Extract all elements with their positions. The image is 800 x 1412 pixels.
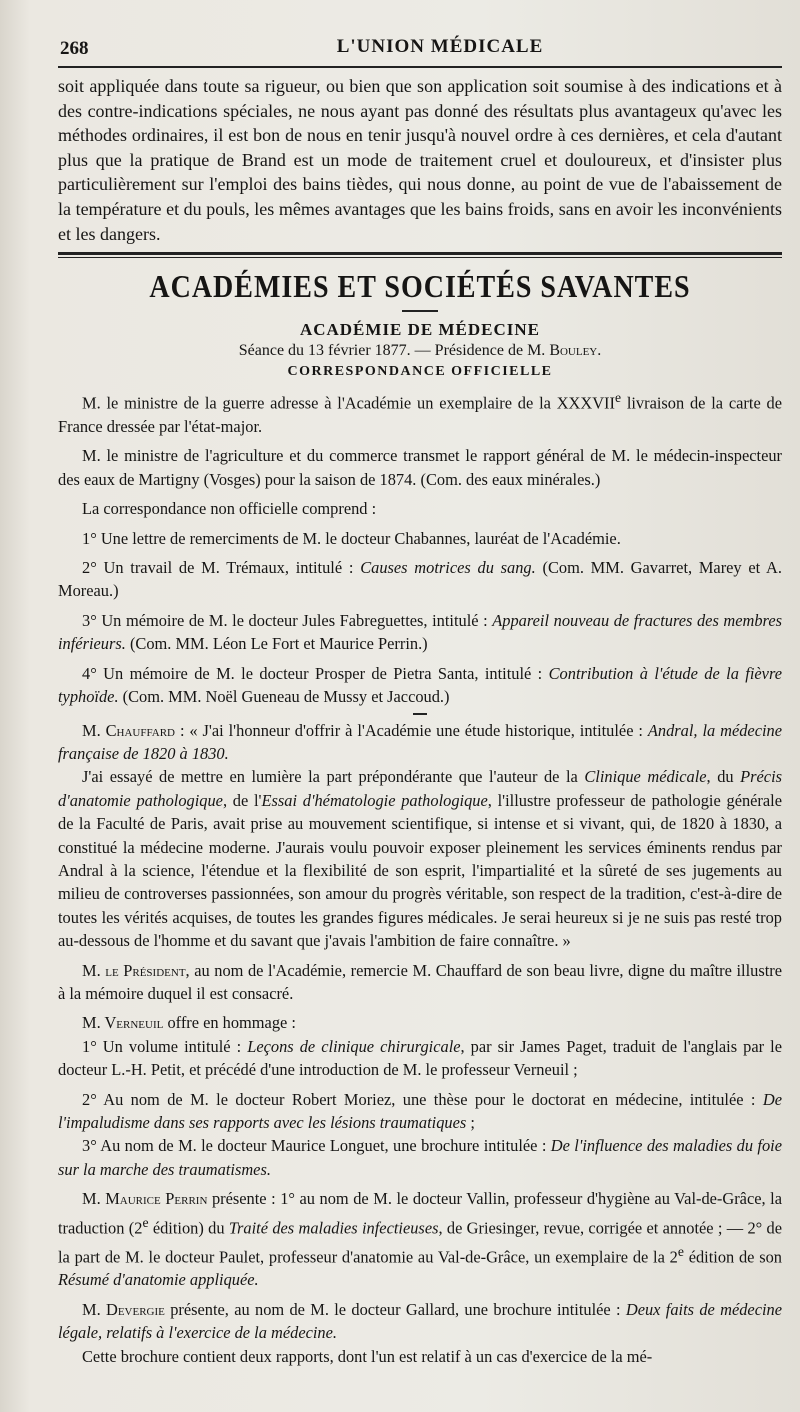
speaker-name: M. Chauffard — [82, 720, 176, 740]
book-title: Précis d'anatomie pathologique — [58, 767, 782, 810]
president-text: , au nom de l'Académie, remercie M. Chauffard de son beau livre, digne du maître illustre à la mémoire duquel il est consacré. — [58, 960, 783, 1003]
verneuil-text: offre en hommage : — [163, 1013, 296, 1033]
seance-line — [58, 342, 782, 360]
list-item — [58, 1088, 782, 1135]
section-title: ACADÉMIES ET SOCIÉTÉS SAVANTES — [149, 269, 691, 306]
item-text-end: (Com. MM. Léon Le Fort et Maurice Perrin.) — [125, 634, 428, 654]
official-p1-text-end: livraison de la carte de France dressée par l'état-major. — [58, 393, 782, 437]
title-rule — [402, 310, 438, 312]
perrin-text: édition de son — [683, 1246, 782, 1266]
item-text: 3° Au nom de M. le docteur Maurice Longuet, une brochure intitulée : — [82, 1136, 551, 1156]
verneuil-intro — [58, 1011, 782, 1034]
perrin-text: , de Griesinger, revue, corrigée et annotée ; — 2° de la part de M. le docteur Paulet, professeur d'anatomie au Val-de-Grâce, un exemplaire de la 2 — [58, 1218, 782, 1266]
book-title: Essai d'hématologie pathologique — [261, 790, 488, 810]
item-text-end: (Com. MM. Noël Gueneau de Mussy et Jaccoud.) — [118, 687, 450, 707]
official-paragraph-3: La correspondance non officielle comprend : — [82, 499, 377, 519]
chauffard-body — [58, 765, 782, 952]
item-text: 4° Un mémoire de M. le docteur Prosper de Pietra Santa, intitulé : — [82, 663, 549, 683]
devergie-last-line: Cette brochure contient deux rapports, dont l'un est relatif à un cas d'exercice de la mé- — [82, 1346, 653, 1366]
separator-dash — [413, 713, 427, 715]
item-text: 1° Un volume intitulé : — [82, 1036, 248, 1056]
lead-paragraph: soit appliquée dans toute sa rigueur, ou bien que son application soit soumise à des indications et à des contre-indications spéciales, ne nous ayant pas donné des résultats plus avantageux qu'avec les méthodes ordinaires, il est bon de nous en tenir jusqu'à nouvel ordre à ces dernières, et cela d'autant plus que la pratique de Brand est un mode de traitement cruel et douloureux, et d'insister plus particulièrement sur l'emploi des bains tièdes, qui nous donne, au point de vue de l'abaissement de la température et du pouls, les mêmes avantages que les bains froids, sans en avoir les inconvénients et les dangers. — [58, 76, 782, 244]
perrin-paragraph — [58, 1187, 782, 1292]
page-header — [58, 30, 782, 62]
chauffard-body-text: , de l' — [222, 790, 262, 810]
list-item — [58, 1035, 782, 1082]
running-title: L'UNION MÉDICALE — [336, 36, 544, 57]
official-p1-text: M. le ministre de la guerre adresse à l'Académie un exemplaire de la XXXVII — [82, 393, 615, 413]
item-text: 2° Un travail de M. Trémaux, intitulé : — [82, 558, 361, 578]
book-title: Résumé d'anatomie appliquée. — [58, 1270, 259, 1290]
speaker-name: M. le Président — [82, 960, 186, 980]
list-item: 1° Une lettre de remerciments de M. le docteur Chabannes, lauréat de l'Académie. — [82, 528, 621, 548]
book-title: Deux faits de médecine légale, relatifs à l'exercice de la médecine. — [58, 1299, 782, 1343]
item-text-end: ; — [466, 1113, 475, 1132]
speaker-name: M. Maurice Perrin — [82, 1189, 208, 1209]
chauffard-body-text: , l'illustre professeur de pathologie générale de la Faculté de Paris, avait prise au mouvement scientifique, si intense et si vivant, qui, de 1820 à 1830, a constitué la médecine moderne. J'aurais voulu pouvoir exposer pleinement les services éminents rendus par Andral à la science, l'étendue et la flexibilité de son esprit, l'impartialité et la sûreté de ses jugements au milieu de controverses passionnées, son amour du progrès véritable, son respect de la tradition, c'est-à-dire de toutes les vérités acquises, de toutes les grandes figures médicales. Je serai heureux si je ne suis pas resté trop au-dessous de l'homme et du savant que j'avais l'ambition de faire connaître. » — [58, 790, 782, 951]
chauffard-intro — [58, 719, 782, 766]
official-paragraph-1 — [58, 386, 782, 438]
chauffard-intro-text: : « J'ai l'honneur d'offrir à l'Académie une étude historique, intitulée : — [175, 720, 648, 740]
chauffard-body-text: J'ai essayé de mettre en lumière la part prépondérante que l'auteur de la — [82, 767, 585, 787]
item-text-end: , par sir James Paget, traduit de l'anglais par le docteur L.-H. Petit, et précédé d'une introduction de M. le professeur Verneuil ; — [58, 1036, 782, 1080]
item-text-end: (Com. MM. Gavarret, Marey et A. Moreau.) — [58, 558, 782, 601]
item-title: De l'influence des maladies du foie sur la marche des traumatismes. — [58, 1136, 782, 1179]
perrin-sup: e — [677, 1243, 684, 1259]
item-title: Appareil nouveau de fractures des membres inférieurs. — [58, 610, 782, 654]
item-text: 3° Un mémoire de M. le docteur Jules Fabreguettes, intitulé : — [82, 610, 493, 630]
section-divider — [58, 252, 782, 258]
item-title: Leçons de clinique chirurgicale — [247, 1036, 461, 1056]
official-paragraph-2: M. le ministre de l'agriculture et du commerce transmet le rapport général de M. le médecin-inspecteur des eaux de Martigny (Vosges) pour la saison de 1874. (Com. des eaux minérales.) — [58, 446, 782, 489]
chauffard-book-title: Andral, la médecine française de 1820 à 1830. — [58, 720, 782, 763]
correspondance-title: CORRESPONDANCE OFFICIELLE — [287, 364, 553, 380]
perrin-text: présente : 1° au nom de M. le docteur Vallin, professeur d'hygiène au Val-de-Grâce, la traduction (2 — [58, 1189, 782, 1238]
president-name: Bouley. — [549, 342, 602, 360]
list-item — [58, 662, 782, 709]
list-item — [58, 1134, 782, 1181]
item-title: Contribution à l'étude de la fièvre typhoïde. — [58, 663, 782, 707]
speaker-name: M. Devergie — [82, 1299, 165, 1319]
perrin-sup: e — [142, 1214, 149, 1230]
item-text: 2° Au nom de M. le docteur Robert Moriez, une thèse pour le doctorat en médecine, intitulée : — [82, 1089, 763, 1109]
item-title: Causes motrices du sang. — [360, 558, 536, 578]
speaker-name: M. Verneuil — [82, 1013, 164, 1033]
seance-text: Séance du 13 février 1877. — Présidence de M. — [238, 342, 546, 360]
lead-section — [58, 74, 782, 246]
list-item — [58, 609, 782, 656]
chauffard-body-text: , du — [706, 767, 741, 787]
perrin-text: édition) du — [148, 1218, 229, 1238]
official-p1-sup: e — [614, 390, 622, 406]
academy-title: ACADÉMIE DE MÉDECINE — [299, 320, 541, 340]
header-rule — [58, 66, 782, 68]
devergie-text: présente, au nom de M. le docteur Gallard, une brochure intitulée : — [164, 1299, 626, 1319]
book-title: Traité des maladies infectieuses — [228, 1218, 439, 1238]
president-paragraph — [58, 959, 782, 1006]
list-item — [58, 556, 782, 603]
devergie-paragraph — [58, 1298, 782, 1345]
item-title: De l'impaludisme dans ses rapports avec les lésions traumatiques — [58, 1089, 782, 1132]
page-number: 268 — [60, 38, 89, 59]
book-title: Clinique médicale — [584, 767, 707, 787]
